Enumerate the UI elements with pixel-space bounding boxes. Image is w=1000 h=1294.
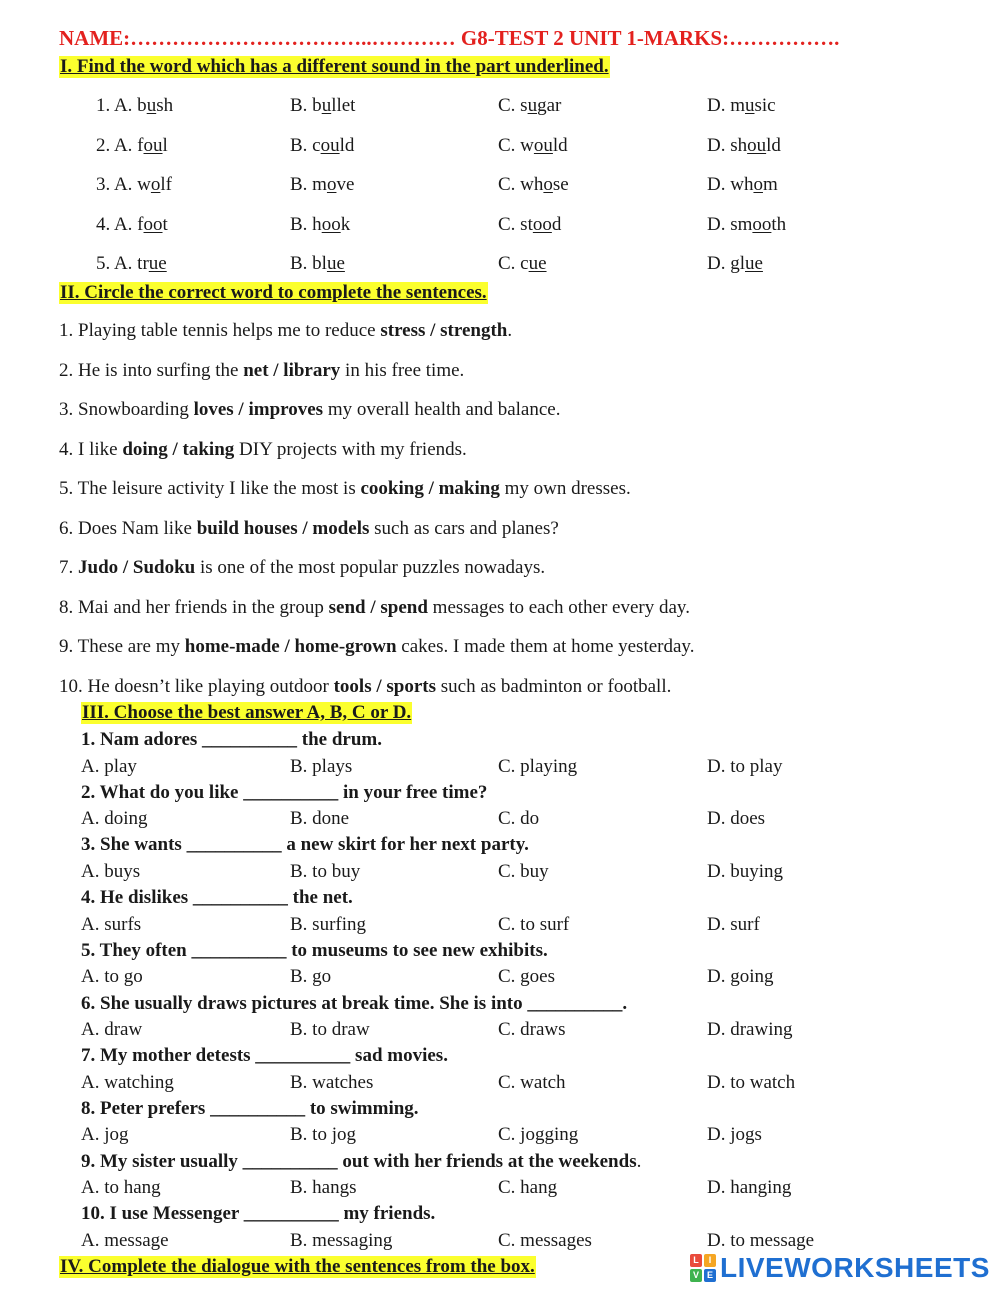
option-text: t [162,213,168,235]
underlined-sound: o [150,174,161,195]
option-text: llet [331,95,356,116]
question-stem [81,940,548,962]
sentence-text: such as cars and planes? [369,517,559,539]
sentence-text: messages to each other every day. [427,596,690,618]
sound-option [96,174,172,196]
option-text: B. h [290,213,322,235]
word-choice[interactable]: doing / taking [122,438,235,460]
answer-option[interactable]: C. jogging [498,1124,579,1146]
sentence [59,636,694,658]
question-stem [81,1203,435,1225]
question-text: 5. They often __________ to museums to see new exhibits. [81,939,548,961]
underlined-sound: oo [752,213,772,235]
answer-option[interactable]: A. buys [81,860,141,882]
option-text: ld [766,134,781,156]
underlined-sound: o [326,174,337,195]
sentence [59,439,467,461]
option-text: ld [552,134,568,156]
sound-option [290,135,354,157]
word-choice[interactable]: Judo / Sudoku [78,557,196,578]
underlined-sound: o [753,174,763,195]
question-text: 3. She wants __________ a new skirt for her next party. [81,834,529,856]
option-text: sic [754,95,776,116]
question-number: 2. [96,134,114,156]
question-stem [81,993,627,1015]
sentence-text: 7. [59,557,78,578]
answer-option[interactable]: B. done [290,808,350,830]
answer-option[interactable]: D. jogs [707,1124,762,1146]
sound-option [498,95,561,117]
section-4-title: IV. Complete the dialogue with the sentences from the box. [60,1256,535,1277]
answer-option[interactable]: C. hang [498,1177,558,1199]
sentence-text: 2. He is into surfing the [59,359,244,381]
option-text: D. gl [707,253,745,274]
word-choice[interactable]: send / spend [328,596,428,618]
sound-option [707,214,786,236]
question-number: 1. [96,95,114,116]
answer-option[interactable]: B. messaging [290,1229,393,1251]
option-text: th [771,213,787,235]
question-number: 3. [96,174,114,195]
sound-option [290,95,355,117]
sound-option [498,174,569,196]
answer-option[interactable]: A. draw [81,1019,143,1040]
sentence-text: my overall health and balance. [323,399,561,420]
underlined-sound: oo [321,213,341,235]
answer-option[interactable]: C. to surf [498,913,570,935]
option-text: B. bl [290,253,327,274]
question-stem [81,887,353,909]
option-text: D. wh [707,174,754,195]
logo-tile-e: E [704,1269,716,1282]
sound-option [290,253,345,275]
answer-option[interactable]: D. hanging [707,1177,792,1199]
answer-option[interactable]: B. to buy [290,860,361,882]
section-3-title: III. Choose the best answer A, B, C or D. [82,702,412,723]
word-choice[interactable]: cooking / making [360,478,500,499]
word-choice[interactable]: tools / sports [333,675,436,697]
option-text: B. c [290,134,321,156]
answer-option[interactable]: D. buying [707,860,783,882]
sentence-text: is one of the most popular puzzles nowadays. [195,557,546,578]
word-choice[interactable]: loves / improves [193,399,324,420]
question-tail: . [636,1150,642,1172]
sentence-text: my own dresses. [499,478,631,499]
underlined-sound: u [527,95,538,116]
sentence-text: in his free time. [340,359,465,381]
answer-option[interactable]: C. do [498,808,540,830]
sentence-text: 4. I like [59,438,123,460]
underlined-sound: oo [532,213,552,235]
sentence [59,676,671,698]
option-text: A. b [113,95,147,116]
sound-option [96,214,168,236]
option-text: C. w [498,134,534,156]
answer-option[interactable]: B. hangs [290,1177,357,1199]
option-text: C. s [498,95,528,116]
option-text: ve [336,174,355,195]
question-stem [81,1151,641,1173]
answer-option[interactable]: C. messages [498,1229,592,1251]
question-text: 8. Peter prefers __________ to swimming. [81,1097,419,1119]
answer-option[interactable]: A. doing [81,808,148,830]
sentence [59,518,559,540]
sound-option [498,253,547,275]
sentence [59,320,512,342]
option-text: se [552,174,569,195]
answer-option[interactable]: D. to message [707,1229,815,1251]
underlined-sound: ou [143,134,163,156]
section-1-title: I. Find the word which has a different sound in the part underlined. [60,56,609,77]
sentence-text: 6. Does Nam like [59,517,197,539]
logo-tile-i: I [704,1254,716,1267]
sentence-text: cakes. I made them at home yesterday. [396,636,695,657]
question-text: 6. She usually draws pictures at break time. She is into __________. [81,992,628,1014]
logo-tile-l: L [690,1254,702,1267]
section-2-title: II. Circle the correct word to complete the sentences. [60,282,487,303]
answer-option[interactable]: B. plays [290,755,353,777]
sound-option [290,174,354,196]
word-choice[interactable]: home-made / home-grown [184,636,397,657]
underlined-sound: ue [326,253,345,274]
sentence-text: 9. These are my [59,636,185,657]
sound-option [707,95,776,117]
answer-option[interactable]: D. to watch [707,1071,796,1093]
question-number: 4. [96,213,114,235]
answer-option[interactable]: C. buy [498,860,549,882]
word-choice[interactable]: stress / strength [380,320,508,341]
sentence-text: 10. He doesn’t like playing outdoor [59,675,334,697]
answer-option[interactable]: B. watches [290,1071,374,1093]
option-text: D. sh [707,134,748,156]
answer-option[interactable]: A. watching [81,1071,174,1093]
sentence [59,478,631,500]
question-text: 1. Nam adores __________ the drum. [81,729,383,750]
answer-option[interactable]: C. goes [498,966,555,988]
underlined-sound: ue [745,253,763,274]
answer-option[interactable]: D. going [707,966,774,988]
answer-option[interactable]: C. watch [498,1071,566,1093]
question-number: 5. [96,253,114,274]
word-choice[interactable]: net / library [243,359,341,381]
option-text: C. c [498,253,529,274]
underlined-sound: ou [533,134,553,156]
sentence-text: 3. Snowboarding [59,399,194,420]
answer-option[interactable]: D. drawing [707,1019,793,1040]
option-text: C. st [498,213,533,235]
question-text: 7. My mother detests __________ sad movies. [81,1045,448,1067]
question-stem [81,1045,448,1067]
sentence [59,399,560,421]
logo-text: LIVEWORKSHEETS [720,1252,990,1283]
option-text: ld [339,134,355,156]
option-text: D. m [707,95,745,116]
liveworksheets-logo [690,1252,990,1284]
answer-option[interactable]: C. draws [498,1019,566,1040]
answer-option[interactable]: A. jog [81,1124,129,1146]
logo-mark-icon [690,1254,716,1282]
answer-option[interactable]: D. does [707,808,766,830]
sentence [59,557,545,579]
sound-option [707,253,763,275]
option-text: B. b [290,95,322,116]
option-text: k [340,213,351,235]
sound-option [707,174,778,196]
option-text: m [762,174,778,195]
question-stem [81,834,529,856]
answer-option[interactable]: A. surfs [81,913,142,935]
option-text: C. wh [498,174,544,195]
answer-option[interactable]: D. surf [707,913,760,935]
sentence-text: DIY projects with my friends. [234,438,467,460]
option-text: d [551,213,562,235]
sound-option [498,214,561,236]
answer-option[interactable]: C. playing [498,755,578,777]
option-text: gar [537,95,562,116]
sentence [59,360,464,382]
answer-option[interactable]: B. to jog [290,1124,356,1146]
sound-option [96,135,168,157]
answer-option[interactable]: D. to play [707,755,783,777]
underlined-sound: ou [320,134,340,156]
underlined-sound: o [543,174,553,195]
answer-option[interactable]: A. to hang [81,1177,161,1199]
option-text: lf [160,174,173,195]
option-text: A. f [113,213,144,235]
underlined-sound: ue [148,253,167,274]
answer-option[interactable]: B. to draw [290,1019,370,1040]
sentence-text: such as badminton or football. [436,675,672,697]
question-stem [81,1098,419,1120]
sentence-text: . [507,320,513,341]
word-choice[interactable]: build houses / models [196,517,370,539]
underlined-sound: u [146,95,157,116]
underlined-sound: ou [747,134,767,156]
sound-option [96,95,173,117]
sentence-text: 5. The leisure activity I like the most is [59,478,361,499]
underlined-sound: oo [143,213,163,235]
underlined-sound: u [321,95,332,116]
worksheet-header: NAME:……………………………..………… G8-TEST 2 UNIT 1-MARKS:……………. [59,26,840,50]
question-stem [81,782,487,804]
option-text: l [162,134,168,156]
option-text: A. w [113,174,151,195]
sound-option [498,135,568,157]
underlined-sound: u [745,95,755,116]
answer-option[interactable]: B. surfing [290,913,366,935]
question-text: 2. What do you like __________ in your free time? [81,781,488,803]
option-text: D. sm [707,213,753,235]
answer-option[interactable]: A. message [81,1229,169,1251]
option-text: sh [156,95,174,116]
answer-option[interactable]: A. to go [81,966,143,988]
option-text: B. m [290,174,327,195]
answer-option[interactable]: B. go [290,966,332,988]
question-text: 9. My sister usually __________ out with her friends at the weekends [81,1150,637,1172]
sentence-text: 8. Mai and her friends in the group [59,596,329,618]
logo-tile-v: V [690,1269,702,1282]
sound-option [707,135,781,157]
underlined-sound: ue [528,253,547,274]
sentence [59,597,690,619]
option-text: A. f [113,134,144,156]
question-text: 4. He dislikes __________ the net. [81,887,353,909]
answer-option[interactable]: A. play [81,755,137,777]
question-stem [81,729,382,751]
question-text: 10. I use Messenger __________ my friends. [81,1203,436,1225]
sound-option [290,214,350,236]
sound-option [96,253,167,275]
option-text: A. tr [113,253,149,274]
sentence-text: 1. Playing table tennis helps me to reduce [59,320,381,341]
